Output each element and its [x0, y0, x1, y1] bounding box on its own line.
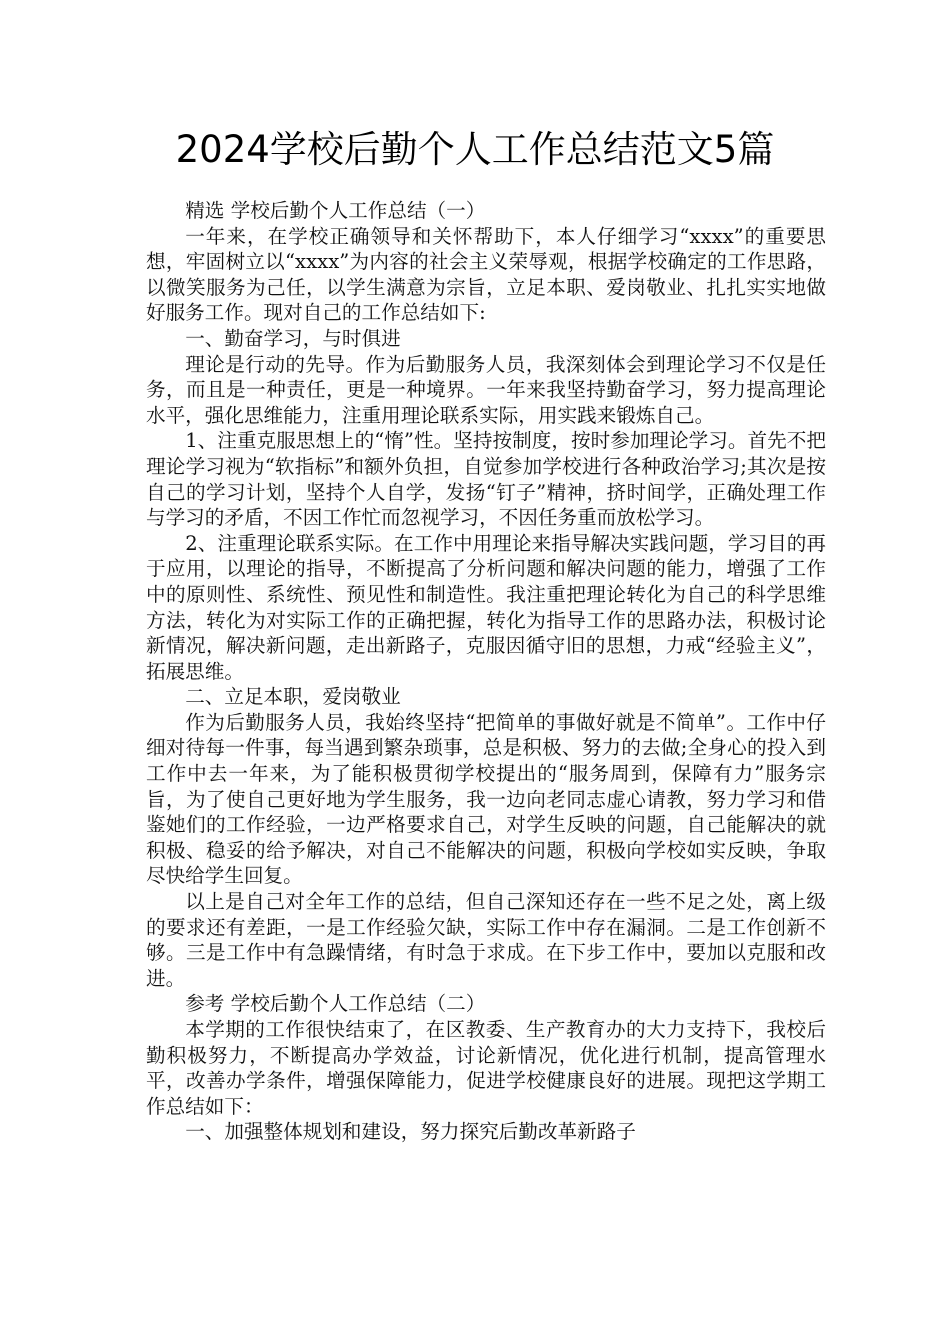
- body-paragraph: 一年来，在学校正确领导和关怀帮助下，本人仔细学习“xxxx”的重要思想，牢固树立以“xxxx”为内容的社会主义荣辱观，根据学校确定的工作思路，以微笑服务为己任，以学生满意为宗旨，立足本职、爱岗敬业、扎扎实实地做好服务工作。现对自己的工作总结如下:: [146, 224, 826, 325]
- document-body: [146, 198, 826, 1145]
- body-paragraph: 以上是自己对全年工作的总结，但自己深知还存在一些不足之处，离上级的要求还有差距，一是工作经验欠缺，实际工作中存在漏洞。二是工作创新不够。三是工作中有急躁情绪，有时急于求成。在下步工作中，要加以克服和改进。: [146, 890, 826, 990]
- document-title: 2024学校后勤个人工作总结范文5篇: [175, 128, 775, 171]
- body-paragraph: 2、注重理论联系实际。在工作中用理论来指导解决实践问题，学习目的再于应用，以理论的指导，不断提高了分析问题和解决问题的能力，增强了工作中的原则性、系统性、预见性和制造性。我注重把理论转化为自己的科学思维方法，转化为对实际工作的正确把握，转化为指导工作的思路办法，积极讨论新情况，解决新问题，走出新路子，克服因循守旧的思想，力戒“经验主义”，拓展思维。: [146, 531, 826, 683]
- body-paragraph: 本学期的工作很快结束了，在区教委、生产教育办的大力支持下，我校后勤积极努力，不断提高办学效益，讨论新情况，优化进行机制，提高管理水平，改善办学条件，增强保障能力，促进学校健康良好的进展。现把这学期工作总结如下：: [146, 1018, 826, 1118]
- section-heading: 一、加强整体规划和建设，努力探究后勤改革新路子: [185, 1120, 636, 1144]
- section-heading: 参考 学校后勤个人工作总结（二）: [185, 992, 486, 1016]
- body-paragraph: 作为后勤服务人员，我始终坚持“把简单的事做好就是不简单”。工作中仔细对待每一件事，每当遇到繁杂琐事，总是积极、努力的去做;全身心的投入到工作中去一年来，为了能积极贯彻学校提出的“服务周到，保障有力”服务宗旨，为了使自己更好地为学生服务，我一边向老同志虚心请教，努力学习和借鉴她们的工作经验，一边严格要求自己，对学生反映的问题，自己能解决的就积极、稳妥的给予解决，对自己不能解决的问题，积极向学校如实反映，争取尽快给学生回复。: [146, 710, 826, 888]
- body-paragraph: 理论是行动的先导。作为后勤服务人员，我深刻体会到理论学习不仅是任务，而且是一种责任，更是一种境界。一年来我坚持勤奋学习，努力提高理论水平，强化思维能力，注重用理论联系实际，用实践来锻炼自己。: [146, 352, 826, 427]
- section-heading: 一、勤奋学习，与时俱进: [185, 326, 401, 350]
- body-paragraph: 1、注重克服思想上的“惰”性。坚持按制度，按时参加理论学习。首先不把理论学习视为“软指标”和额外负担，自觉参加学校进行各种政治学习;其次是按自己的学习计划，坚持个人自学，发扬“钉子”精神，挤时间学，正确处理工作与学习的矛盾，不因工作忙而忽视学习，不因任务重而放松学习。: [146, 429, 826, 530]
- section-heading: 二、立足本职，爱岗敬业: [185, 685, 401, 709]
- section-heading: 精选 学校后勤个人工作总结（一）: [185, 199, 486, 222]
